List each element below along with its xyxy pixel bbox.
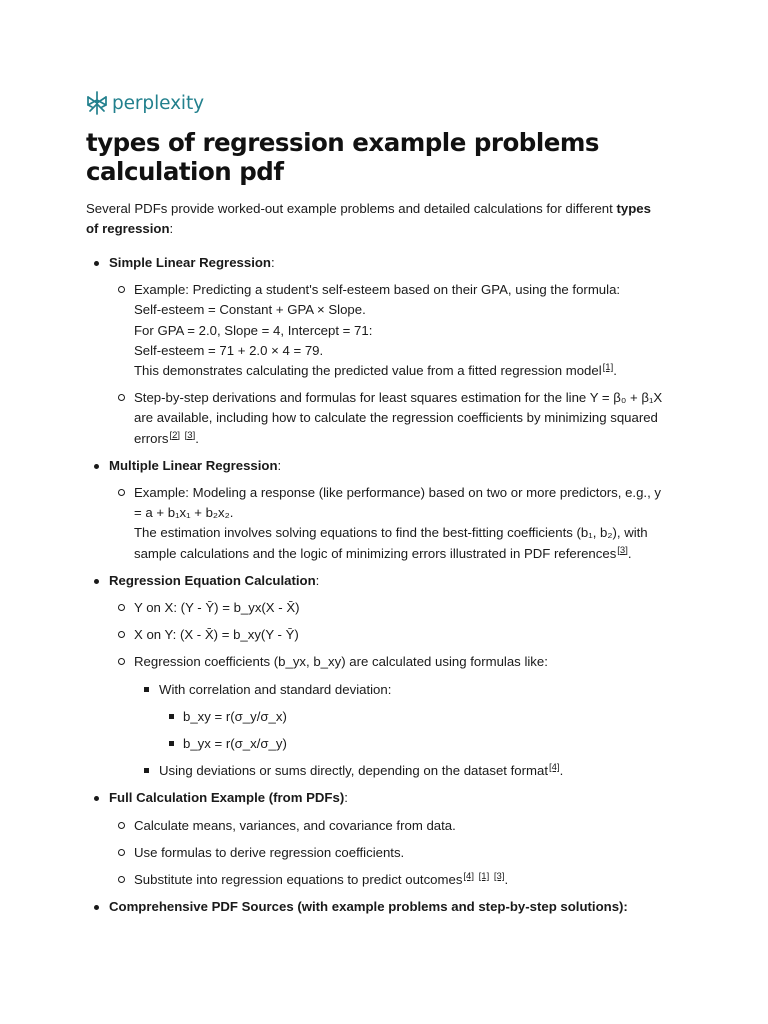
section-label: Multiple Linear Regression: [109, 457, 278, 473]
list-item: Regression coefficients (b_yx, b_xy) are calculated using formulas like: With correlation and standard deviation: b_xy = r(σ_y/σ_x) b_yx = r(σ_x/σ_y) Using deviations or sums directly, depending on the dataset format[4].: [109, 652, 666, 781]
citation-link[interactable]: [3]: [493, 871, 505, 883]
page-title: types of regression example problems calculation pdf: [86, 128, 599, 186]
section-label: Simple Linear Regression: [109, 255, 271, 270]
citation-link[interactable]: [4]: [549, 762, 560, 774]
brand-name: perplexity: [112, 92, 204, 114]
intro-paragraph: [86, 199, 664, 239]
sub-list: [109, 598, 666, 781]
section-label: Comprehensive PDF Sources (with example problems and step-by-step solutions): [109, 899, 624, 915]
formula-list: [159, 707, 666, 754]
answer-content: [86, 253, 666, 924]
sub-list: [109, 816, 666, 891]
list-item: Example: Modeling a response (like performance) based on two or more predictors, e.g., y = a + b₁x₁ + b₂x₂. The estimation involves solving equations to find the best-fitting coefficients (b₁, b₂), with sample calculations and the logic of minimizing errors illustrated in PDF references[3].: [109, 483, 666, 564]
section-simple-linear: Simple Linear Regression: Example: Predicting a student's self-esteem based on their GPA, using the formula: Self-esteem = Constant + GPA × Slope. For GPA = 2.0, Slope = 4, Intercept = 71: Self-esteem = 71 + 2.0 × 4 = 79. This demonstrates calculating the predicted value from a fitted regression model[1]. Step-by-step derivations and formulas for least squares estimation for the line Y = β₀ + β₁X are available, including how to calculate the regression coefficients by minimizing squared errors[2] [3].: [86, 253, 666, 449]
sub-sub-list: [134, 680, 666, 782]
list-item: X on Y: (X - X̄) = b_xy(Y - Ȳ): [109, 625, 666, 645]
list-item: With correlation and standard deviation: b_xy = r(σ_y/σ_x) b_yx = r(σ_x/σ_y): [134, 680, 666, 755]
sub-list: [109, 280, 666, 449]
citation-link[interactable]: [4]: [463, 871, 474, 883]
citation-link[interactable]: [1]: [478, 871, 490, 883]
list-item: Step-by-step derivations and formulas for least squares estimation for the line Y = β₀ + β₁X are available, including how to calculate the regression coefficients by minimizing squared errors[2] [3].: [109, 388, 666, 449]
section-multiple-linear: Multiple Linear Regression: Example: Modeling a response (like performance) based on two or more predictors, e.g., y = a + b₁x₁ + b₂x₂. The estimation involves solving equations to find the best-fitting coefficients (b₁, b₂), with sample calculations and the logic of minimizing errors illustrated in PDF references[3].: [86, 456, 666, 564]
formula-item: b_xy = r(σ_y/σ_x): [159, 707, 666, 727]
intro-bold: types of regression: [86, 201, 651, 236]
citation-link[interactable]: [1]: [602, 362, 614, 374]
list-item: Substitute into regression equations to predict outcomes[4] [1] [3].: [109, 870, 666, 890]
list-item: Using deviations or sums directly, depending on the dataset format[4].: [134, 761, 666, 781]
citation-link[interactable]: [3]: [617, 544, 628, 556]
intro-tail: :: [169, 221, 174, 236]
citation-link[interactable]: [3]: [184, 429, 196, 441]
citation-link[interactable]: [2]: [169, 429, 180, 441]
section-regression-equation: Regression Equation Calculation: Y on X: (Y - Ȳ) = b_yx(X - X̄) X on Y: (X - X̄) = b_xy(Y - Ȳ) Regression coefficients (b_yx, b_xy) are calculated using formulas like: With correlation and standard deviation: b_xy = r(σ_y/σ_x) b_yx = r(σ_x/σ_y) Using deviations or sums directly, depending on the dataset format[4].: [86, 571, 666, 782]
list-item: Use formulas to derive regression coefficients.: [109, 843, 666, 863]
formula-item: b_yx = r(σ_x/σ_y): [159, 734, 666, 754]
section-pdf-sources: Comprehensive PDF Sources (with example problems and step-by-step solutions):: [86, 897, 666, 917]
list-item: Y on X: (Y - Ȳ) = b_yx(X - X̄): [109, 598, 666, 618]
section-label: Full Calculation Example (from PDFs): [109, 790, 345, 806]
list-item: Example: Predicting a student's self-esteem based on their GPA, using the formula: Self-esteem = Constant + GPA × Slope. For GPA = 2.0, Slope = 4, Intercept = 71: Self-esteem = 71 + 2.0 × 4 = 79. This demonstrates calculating the predicted value from a fitted regression model[1].: [109, 280, 666, 381]
sub-list: [109, 483, 666, 564]
perplexity-logo-icon: [86, 91, 108, 115]
brand-logo[interactable]: [86, 90, 204, 116]
main-list: [86, 253, 666, 917]
list-item: Calculate means, variances, and covariance from data.: [109, 816, 666, 836]
section-full-calculation: Full Calculation Example (from PDFs): Calculate means, variances, and covariance from data. Use formulas to derive regression coefficients. Substitute into regression equations to predict outcomes[4] [1] [3].: [86, 788, 666, 890]
section-label: Regression Equation Calculation: [109, 572, 316, 588]
intro-text: Several PDFs provide worked-out example problems and detailed calculations for different: [86, 201, 617, 216]
